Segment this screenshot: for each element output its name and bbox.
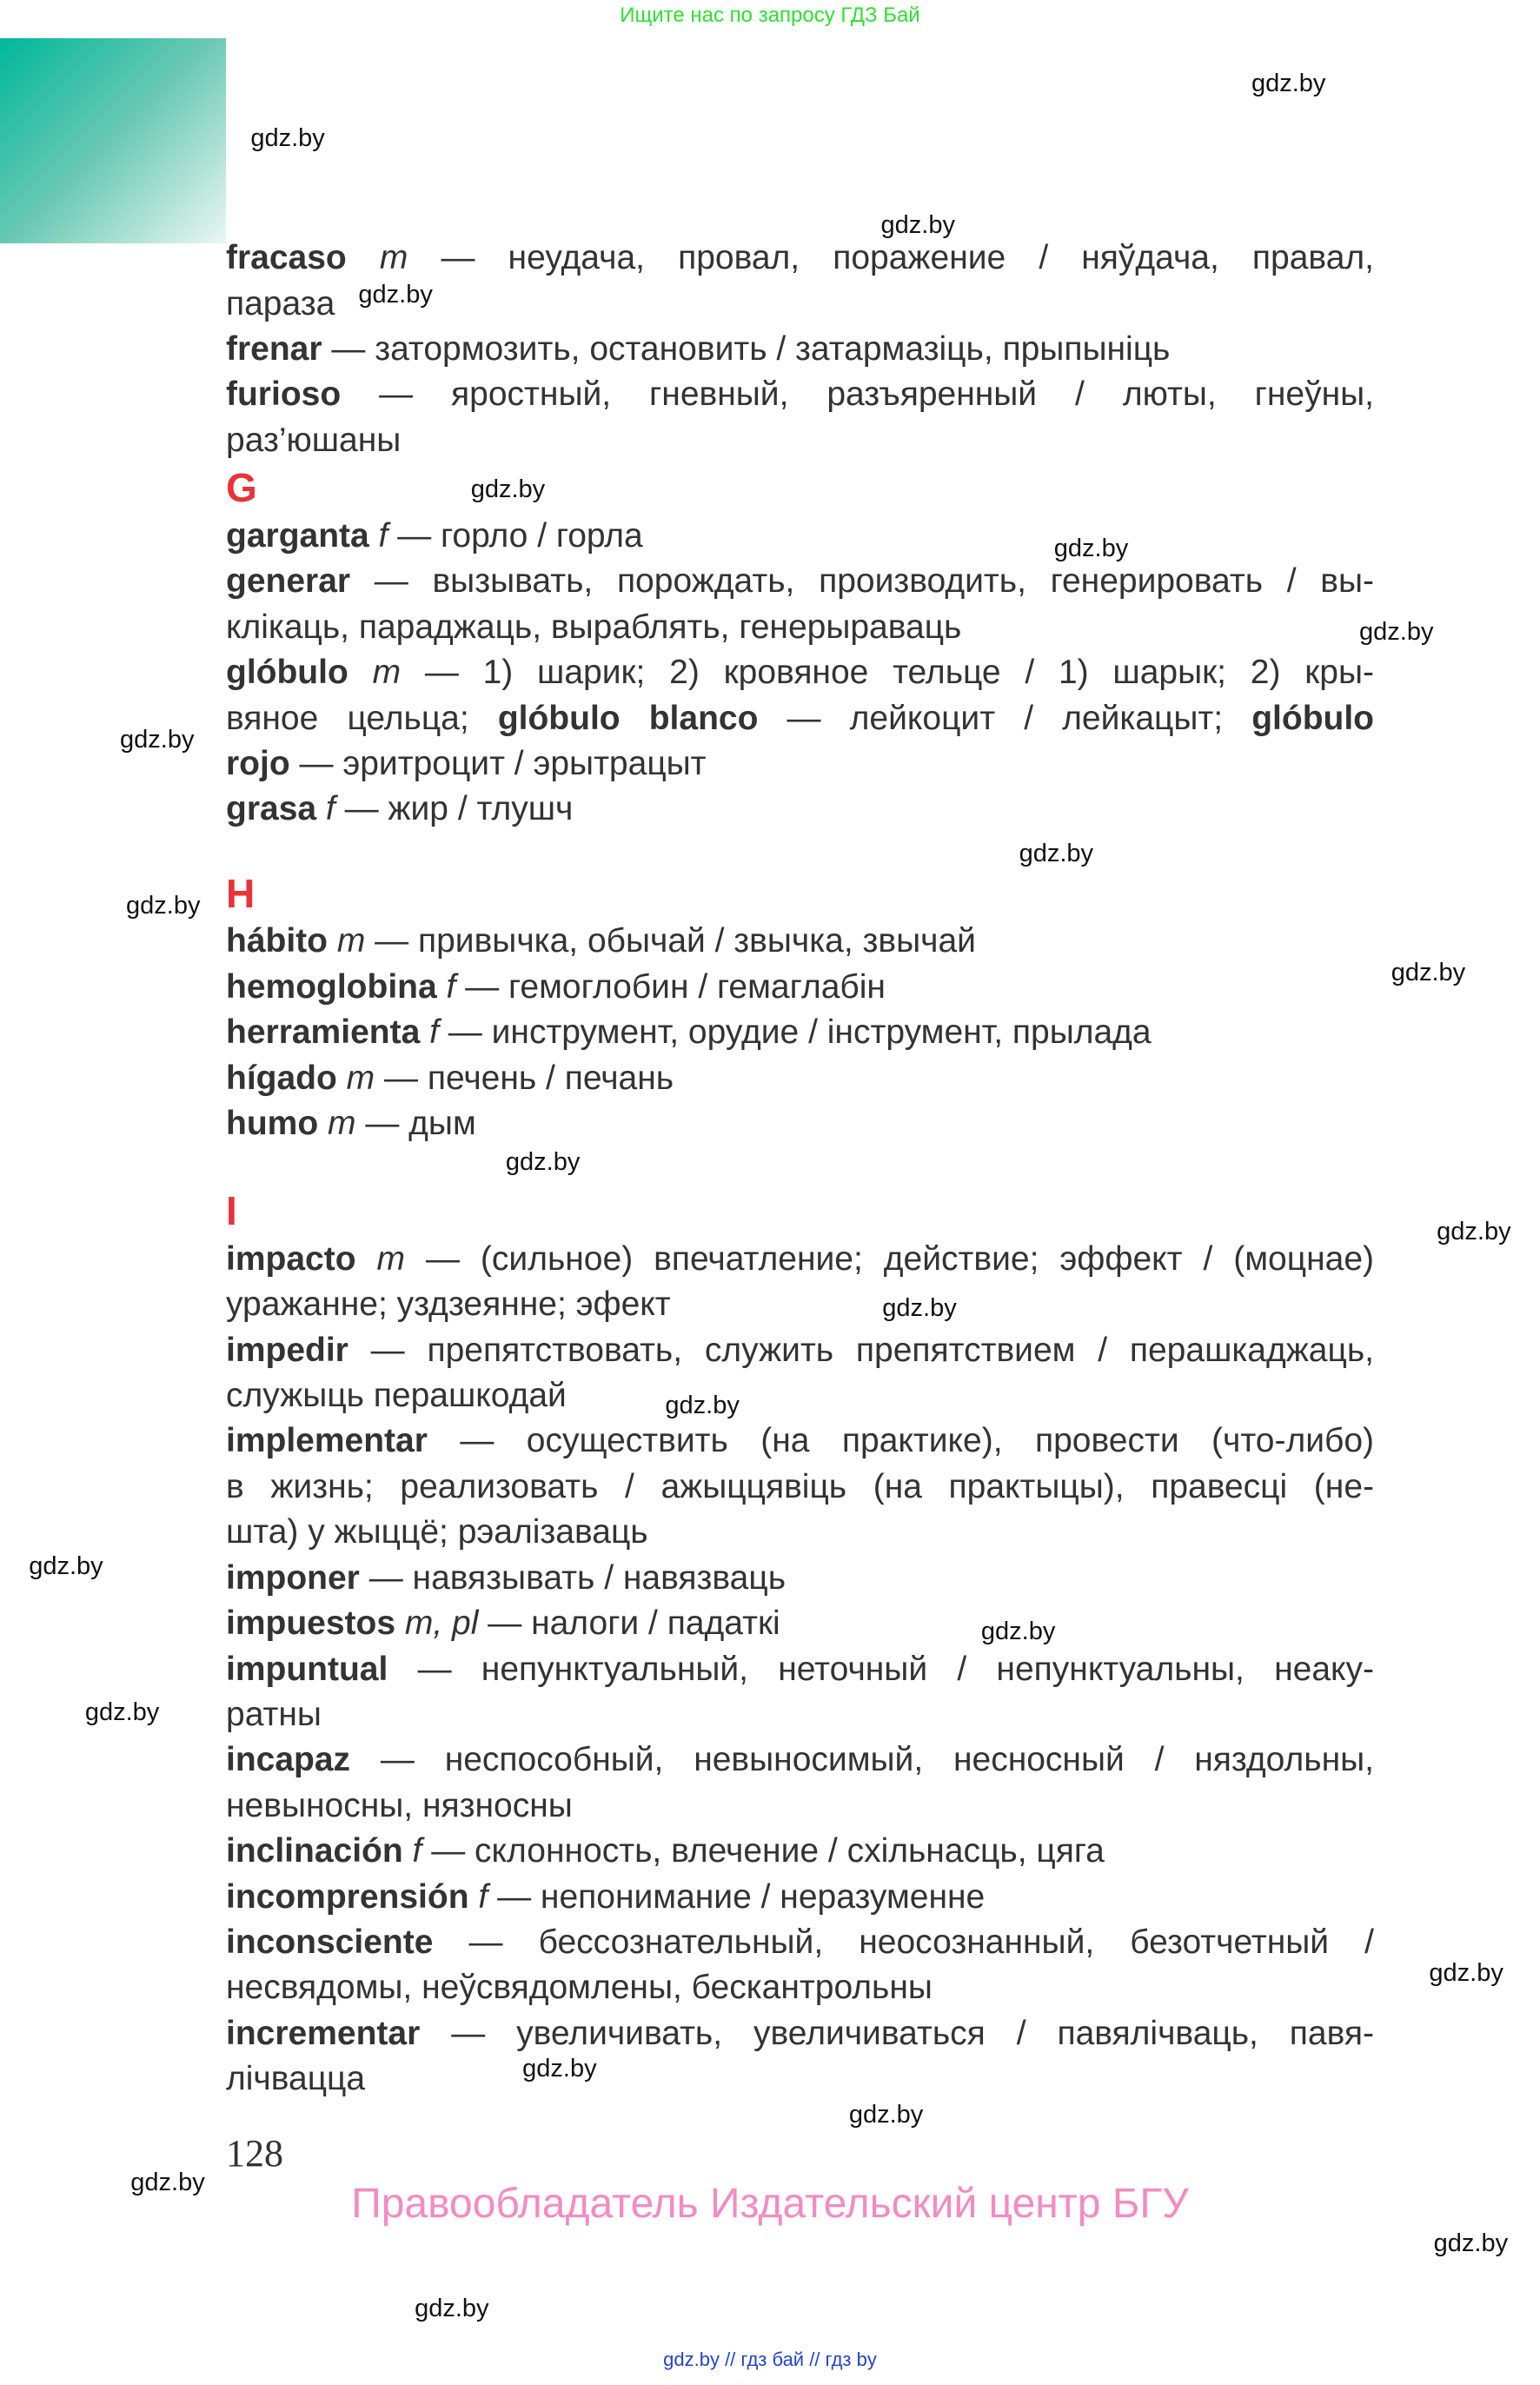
dictionary-line: [226, 327, 1374, 372]
translation-text: — 1) шарик; 2) кровяное тельце / 1) шарык; 2) кры-: [401, 654, 1374, 692]
translation-text: — навязывать / навязваць: [359, 1558, 787, 1597]
translation-text: — непонимание / неразуменне: [488, 1877, 986, 1916]
headword: impedir: [226, 1331, 348, 1369]
headword: incrementar: [226, 2014, 421, 2052]
watermark: gdz.by: [358, 281, 433, 309]
dictionary-line: [226, 1237, 1374, 1282]
section-letter-heading: G: [226, 464, 257, 510]
watermark: gdz.by: [882, 1293, 957, 1322]
grammar-label: f: [478, 1877, 488, 1916]
translation-text: клікаць, параджаць, выраблять, генерыраваць: [226, 608, 962, 646]
watermark: gdz.by: [415, 2295, 489, 2323]
dictionary-line: [226, 236, 1374, 281]
dictionary-line: [226, 1965, 1374, 2010]
translation-text: в жизнь; реализовать / ажыццявіць (на практыцы), правесці (не-: [226, 1467, 1374, 1505]
translation-text: — горло / горла: [388, 516, 643, 555]
watermark: gdz.by: [130, 2169, 205, 2197]
watermark: gdz.by: [1437, 1218, 1511, 1246]
dictionary-line: [226, 2011, 1374, 2056]
headword: herramienta: [226, 1013, 421, 1052]
grammar-label: f: [325, 790, 335, 828]
headword: impuntual: [226, 1650, 388, 1688]
watermark: gdz.by: [1251, 70, 1326, 98]
translation-text: лічвацца: [226, 2060, 366, 2098]
translation-text: [316, 790, 326, 827]
translation-text: служыць перашкодай: [226, 1376, 567, 1414]
section-letter-heading: H: [226, 870, 256, 916]
headword: inclinación: [226, 1832, 403, 1870]
headword: imponer: [226, 1558, 360, 1597]
translation-text: — осуществить (на практике), провести (что-либо): [427, 1422, 1374, 1460]
translation-text: несвядомы, неўсвядомлены, бескантрольны: [226, 1969, 933, 2007]
dictionary-line: [226, 1692, 1374, 1737]
decorative-color-block: [0, 38, 226, 243]
translation-text: — увеличивать, увеличиваться / павялічваць, павя-: [420, 2014, 1374, 2052]
dictionary-line: [226, 1101, 1374, 1146]
headword: inconsciente: [226, 1923, 434, 1962]
dictionary-line: [226, 1601, 1374, 1646]
headword: grasa: [226, 790, 317, 828]
dictionary-line: [226, 1556, 1374, 1601]
translation-text: [437, 968, 447, 1006]
dictionary-line: [226, 1920, 1374, 1965]
dictionary-line: [226, 1829, 1374, 1874]
translation-text: — яростный, гневный, разъяренный / люты, гнеўны,: [341, 375, 1374, 414]
translation-text: [403, 1832, 413, 1870]
headword: incomprensión: [226, 1877, 469, 1916]
dictionary-line: [226, 787, 1374, 832]
translation-text: ратны: [226, 1695, 322, 1733]
watermark: gdz.by: [880, 210, 955, 239]
translation-text: вяное цельца;: [226, 699, 498, 737]
watermark: gdz.by: [1359, 618, 1434, 647]
copyright-notice: Правообладатель Издательский центр БГУ: [351, 2181, 1189, 2227]
headword: glóbulo: [226, 654, 348, 692]
watermark: gdz.by: [29, 1551, 103, 1580]
dictionary-line: [226, 1737, 1374, 1783]
dictionary-line: [226, 418, 1374, 463]
headword: glóbulo blanco: [497, 699, 759, 737]
dictionary-line: [226, 1282, 1374, 1327]
watermark: gdz.by: [848, 2100, 924, 2129]
translation-text: — неспособный, невыносимый, несносный / няздольны,: [350, 1741, 1374, 1779]
headword: rojo: [226, 744, 290, 782]
headword: hígado: [226, 1059, 337, 1097]
translation-text: — дым: [355, 1105, 476, 1143]
dictionary-line: [226, 965, 1374, 1010]
dictionary-line: [226, 1647, 1374, 1692]
dictionary-line: [226, 1784, 1374, 1829]
section-letter-heading: I: [226, 1187, 237, 1233]
headword: furioso: [226, 375, 342, 414]
search-note: Ищите нас по запросу ГДЗ Бай: [620, 3, 920, 27]
dictionary-line: [226, 1418, 1374, 1464]
translation-text: — печень / печань: [375, 1059, 674, 1097]
grammar-label: m, pl: [404, 1604, 479, 1643]
footer-links[interactable]: gdz.by // гдз бай // гдз by: [663, 2348, 877, 2370]
translation-text: [337, 1060, 347, 1097]
translation-text: — непунктуальный, неточный / непунктуальны, неаку-: [388, 1650, 1374, 1688]
watermark: gdz.by: [120, 726, 195, 754]
translation-text: — налоги / падаткі: [478, 1604, 780, 1643]
watermark: gdz.by: [980, 1618, 1056, 1646]
translation-text: раз’юшаны: [226, 421, 402, 459]
grammar-label: m: [372, 654, 402, 692]
watermark: gdz.by: [250, 124, 325, 153]
headword: humo: [226, 1105, 319, 1143]
translation-text: [318, 1105, 328, 1142]
headword: hemoglobina: [226, 967, 437, 1006]
translation-text: — вызывать, порождать, производить, генерировать / вы-: [350, 562, 1374, 601]
headword: hábito: [226, 922, 328, 960]
translation-text: — жир / тлушч: [335, 790, 574, 828]
translation-text: — бессознательный, неосознанный, безотчетный /: [433, 1923, 1374, 1962]
dictionary-line: [226, 650, 1374, 695]
page-number: 128: [226, 2132, 283, 2175]
dictionary-line: [226, 1875, 1374, 1920]
translation-text: [469, 1878, 479, 1916]
watermark: gdz.by: [84, 1697, 160, 1726]
headword: impuestos: [226, 1604, 396, 1643]
headword: glóbulo: [1251, 699, 1375, 737]
translation-text: — неудача, провал, поражение / няўдача, правал,: [408, 239, 1374, 277]
grammar-label: f: [429, 1013, 439, 1052]
headword: implementar: [226, 1422, 428, 1460]
headword: incapaz: [226, 1741, 351, 1779]
grammar-label: f: [412, 1832, 422, 1870]
grammar-label: m: [379, 239, 408, 277]
watermark: gdz.by: [522, 2055, 597, 2083]
grammar-label: m: [346, 1059, 375, 1097]
dictionary-line: [226, 1465, 1374, 1510]
watermark: gdz.by: [1053, 535, 1129, 563]
headword: generar: [226, 562, 351, 601]
translation-text: — гемоглобин / гемаглабін: [455, 967, 886, 1006]
headword: fracaso: [226, 239, 347, 277]
watermark: gdz.by: [665, 1391, 740, 1419]
translation-text: невыносны, нязносны: [226, 1786, 573, 1824]
watermark: gdz.by: [1019, 840, 1094, 868]
watermark: gdz.by: [1391, 958, 1466, 987]
dictionary-line: [226, 1010, 1374, 1055]
translation-text: [356, 1240, 377, 1278]
translation-text: — затормозить, остановить / затармазіць, прыпыніць: [322, 329, 1171, 368]
translation-text: — инструмент, орудие / інструмент, прылада: [438, 1013, 1152, 1052]
translation-text: — эритроцит / эрытрацыт: [289, 744, 707, 782]
grammar-label: m: [376, 1239, 405, 1278]
translation-text: [420, 1013, 429, 1051]
watermark: gdz.by: [1433, 2229, 1509, 2258]
watermark: gdz.by: [505, 1148, 581, 1177]
dictionary-line: [226, 1373, 1374, 1418]
dictionary-line: [226, 741, 1374, 787]
dictionary-line: [226, 2056, 1374, 2102]
headword: frenar: [226, 329, 322, 368]
headword: garganta: [226, 516, 369, 555]
translation-text: — привычка, обычай / звычка, звычай: [365, 922, 976, 960]
dictionary-line: [226, 559, 1374, 604]
dictionary-line: [226, 605, 1374, 650]
translation-text: — лейкоцит / лейкацыт;: [758, 699, 1252, 737]
grammar-label: f: [378, 516, 388, 555]
translation-text: [347, 239, 380, 276]
headword: impacto: [226, 1239, 356, 1278]
translation-text: — (сильное) впечатление; действие; эффект / (моцнае): [405, 1239, 1374, 1278]
translation-text: [369, 517, 379, 555]
watermark: gdz.by: [126, 891, 201, 920]
dictionary-line: [226, 1510, 1374, 1555]
translation-text: шта) у жыццё; рэалізаваць: [226, 1513, 648, 1551]
translation-text: уражанне; уздзеянне; эфект: [226, 1286, 671, 1324]
translation-text: [395, 1604, 405, 1642]
watermark: gdz.by: [1429, 1959, 1503, 1988]
dictionary-line: [226, 514, 1374, 559]
translation-text: параза: [226, 284, 335, 322]
watermark: gdz.by: [470, 475, 546, 503]
dictionary-line: [226, 696, 1374, 741]
dictionary-line: [226, 1056, 1374, 1101]
grammar-label: m: [328, 1105, 356, 1143]
dictionary-line: [226, 1328, 1374, 1373]
grammar-label: f: [446, 967, 456, 1006]
translation-text: — склонность, влечение / схільнасць, цяга: [422, 1832, 1105, 1870]
translation-text: — препятствовать, служить препятствием / перашкаджаць,: [348, 1331, 1374, 1369]
dictionary-line: [226, 919, 1374, 964]
dictionary-line: [226, 372, 1374, 417]
translation-text: [348, 654, 373, 691]
grammar-label: m: [336, 922, 366, 960]
translation-text: [328, 922, 337, 960]
